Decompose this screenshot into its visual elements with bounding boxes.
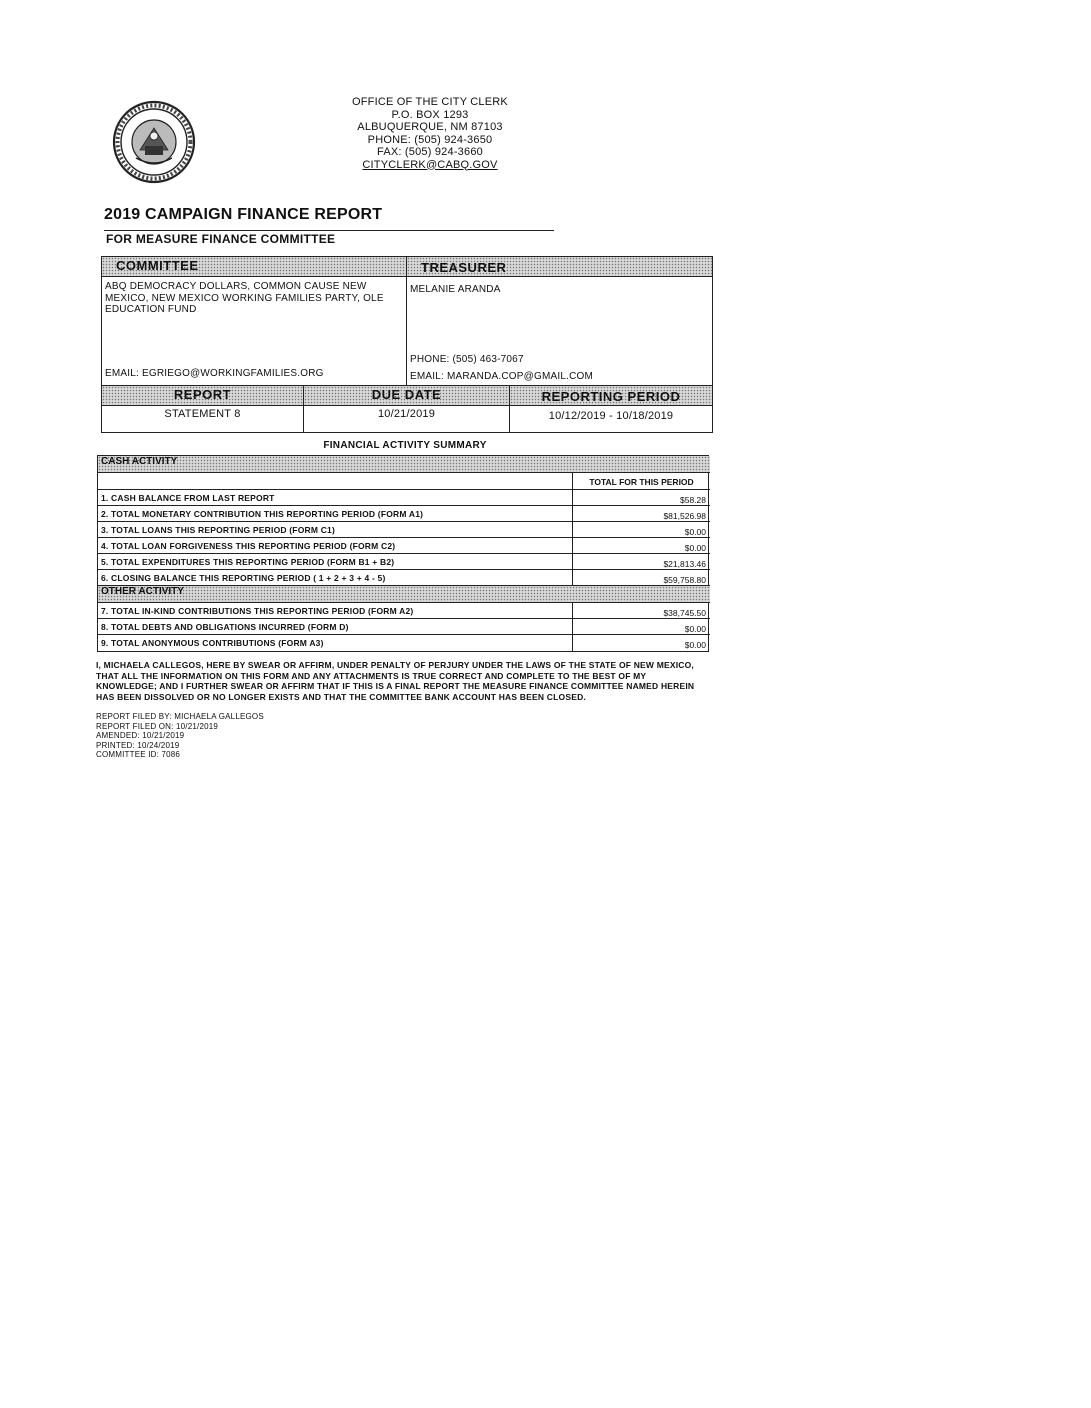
treasurer-box — [406, 256, 713, 386]
row-value: $59,758.80 — [572, 570, 710, 585]
table-row — [98, 554, 710, 570]
row-value: $81,526.98 — [572, 506, 710, 521]
row-value: $0.00 — [572, 538, 710, 553]
printed-date: PRINTED: 10/24/2019 — [96, 740, 180, 750]
due-date-header: DUE DATE — [304, 386, 509, 406]
office-line: P.O. BOX 1293 — [391, 108, 469, 121]
financial-summary-table — [97, 455, 709, 652]
total-for-period-header: TOTAL FOR THIS PERIOD — [572, 473, 710, 489]
committee-email: EMAIL: EGRIEGO@WORKINGFAMILIES.ORG — [105, 368, 324, 379]
report-info-table — [101, 385, 713, 433]
treasurer-header: TREASURER — [407, 257, 712, 277]
treasurer-email: EMAIL: MARANDA.COP@GMAIL.COM — [410, 371, 593, 382]
report-cell — [102, 386, 304, 432]
row-label: 2. TOTAL MONETARY CONTRIBUTION THIS REPORTING PERIOD (FORM A1) — [101, 509, 424, 519]
row-label: 9. TOTAL ANONYMOUS CONTRIBUTIONS (FORM A3) — [101, 638, 324, 648]
row-label: 6. CLOSING BALANCE THIS REPORTING PERIOD ( 1 + 2 + 3 + 4 - 5) — [101, 573, 386, 583]
office-line: FAX: (505) 924-3660 — [377, 146, 483, 158]
table-row — [98, 603, 710, 619]
row-label: 5. TOTAL EXPENDITURES THIS REPORTING PERIOD (FORM B1 + B2) — [101, 557, 395, 567]
due-date-cell — [304, 386, 510, 432]
row-label: 4. TOTAL LOAN FORGIVENESS THIS REPORTING PERIOD (FORM C2) — [101, 541, 396, 551]
reporting-period-value: 10/12/2019 - 10/18/2019 — [548, 410, 674, 422]
row-value: $38,745.50 — [572, 603, 710, 618]
row-label: 7. TOTAL IN-KIND CONTRIBUTIONS THIS REPORTING PERIOD (FORM A2) — [101, 606, 414, 616]
table-row — [98, 490, 710, 506]
office-email-link[interactable]: CITYCLERK@CABQ.GOV — [362, 158, 498, 171]
report-value: STATEMENT 8 — [164, 408, 241, 420]
treasurer-phone: PHONE: (505) 463-7067 — [410, 354, 524, 365]
reporting-period-cell — [510, 386, 712, 432]
table-row — [98, 538, 710, 554]
office-address — [330, 96, 530, 171]
filed-by: REPORT FILED BY: MICHAELA GALLEGOS — [96, 712, 264, 721]
cash-activity-header: CASH ACTIVITY — [98, 456, 710, 473]
row-value: $58.28 — [572, 490, 710, 505]
table-row — [98, 522, 710, 538]
report-title: 2019 CAMPAIGN FINANCE REPORT — [104, 206, 383, 223]
table-row — [98, 506, 710, 522]
row-value: $0.00 — [572, 635, 710, 651]
report-header: REPORT — [102, 386, 303, 406]
city-seal-logo — [112, 100, 196, 184]
report-subtitle: FOR MEASURE FINANCE COMMITTEE — [106, 232, 336, 246]
title-divider — [104, 230, 554, 231]
filed-on: REPORT FILED ON: 10/21/2019 — [96, 721, 219, 731]
reporting-period-header: REPORTING PERIOD — [510, 386, 712, 406]
office-line: ALBUQUERQUE, NM 87103 — [357, 121, 503, 133]
committee-box — [101, 256, 407, 386]
filing-details — [96, 712, 264, 760]
committee-header: COMMITTEE — [102, 257, 406, 277]
office-line: OFFICE OF THE CITY CLERK — [352, 96, 508, 108]
row-label: 8. TOTAL DEBTS AND OBLIGATIONS INCURRED (FORM D) — [101, 622, 349, 632]
row-value: $0.00 — [572, 619, 710, 634]
committee-id: COMMITTEE ID: 7086 — [96, 750, 181, 759]
other-activity-header: OTHER ACTIVITY — [98, 586, 710, 603]
affidavit-statement: I, MICHAELA CALLEGOS, HERE BY SWEAR OR AFFIRM, UNDER PENALTY OF PERJURY UNDER THE LAWS OF THE STATE OF NEW MEXICO, THAT ALL THE INFORMATION ON THIS FORM AND ANY ATTACHMENTS IS TRUE CORRECT AND COMPLETE TO THE BEST OF MY KNOWLEDGE; AND I FURTHER SWEAR OR AFFIRM THAT IF THIS IS A FINAL REPORT THE MEASURE FINANCE COMMITTEE NAMED HEREIN HAS BEEN DISSOLVED OR NO LONGER EXISTS AND THAT THE COMMITTEE BANK ACCOUNT HAS BEEN CLOSED. — [96, 660, 695, 702]
total-header-row — [98, 473, 710, 490]
table-row — [98, 635, 710, 651]
due-date-value: 10/21/2019 — [377, 408, 436, 420]
row-value: $0.00 — [572, 522, 710, 537]
row-label: 1. CASH BALANCE FROM LAST REPORT — [101, 493, 275, 503]
treasurer-name: MELANIE ARANDA — [410, 284, 501, 295]
committee-name: ABQ DEMOCRACY DOLLARS, COMMON CAUSE NEW MEXICO, NEW MEXICO WORKING FAMILIES PARTY, OLE EDUCATION FUND — [105, 281, 384, 315]
office-line: PHONE: (505) 924-3650 — [367, 133, 493, 146]
table-row — [98, 570, 710, 586]
table-row — [98, 619, 710, 635]
financial-summary-title: FINANCIAL ACTIVITY SUMMARY — [323, 440, 487, 451]
row-label: 3. TOTAL LOANS THIS REPORTING PERIOD (FORM C1) — [101, 525, 335, 535]
row-value: $21,813.46 — [572, 554, 710, 569]
amended-date: AMENDED: 10/21/2019 — [96, 731, 185, 740]
